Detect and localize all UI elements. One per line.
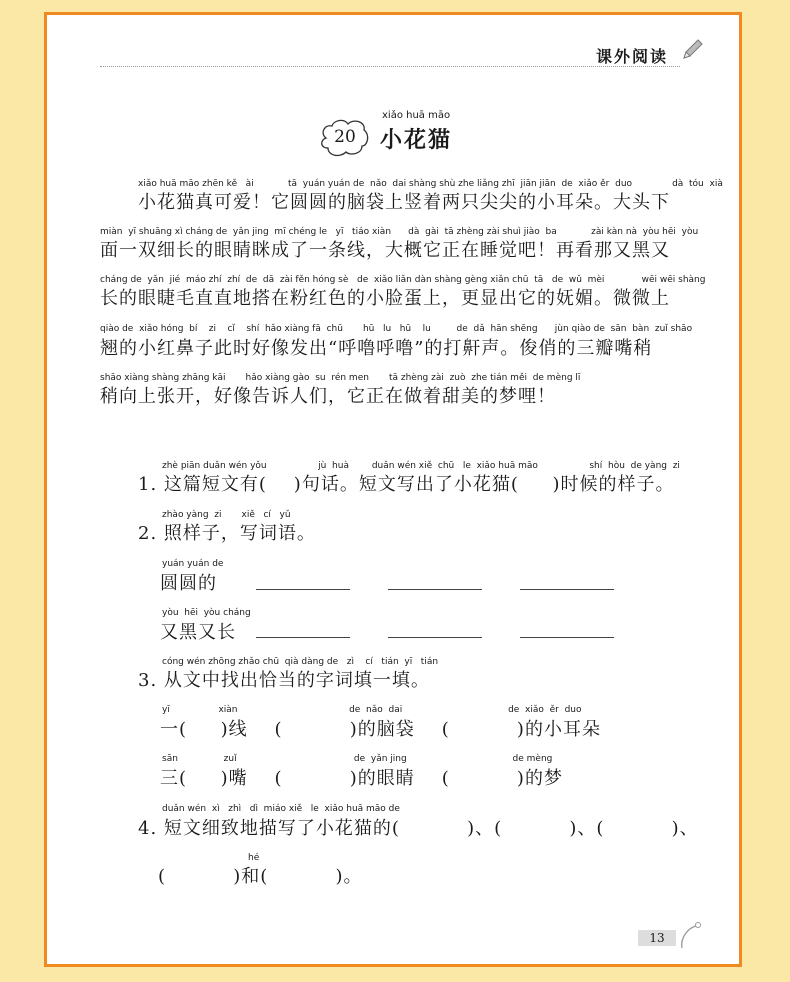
- header-divider: [100, 66, 680, 67]
- passage-line-2: 面一双细长的眼睛眯成了一条线，大概它正在睡觉吧！再看那又黑又: [100, 240, 670, 261]
- answer-blank[interactable]: [520, 588, 614, 590]
- header-title: 课外阅读: [596, 47, 669, 66]
- q4-pinyin: duǎn wén xì zhì dì miáo xiě le xiǎo huā māo de: [162, 804, 400, 814]
- page-number: 13: [638, 930, 676, 946]
- question-4: 4. 短文细致地描写了小花猫的( )、( )、( )、: [138, 818, 699, 839]
- passage-pinyin-5: shāo xiàng shàng zhāng kāi hǎo xiàng gào su rén men tā zhèng zài zuò zhe tián měi de mèng lī: [100, 373, 581, 383]
- q4-line-2: ( )和( )。: [158, 866, 363, 887]
- answer-blank[interactable]: [520, 636, 614, 638]
- title-pinyin: xiǎo huā māo: [382, 110, 451, 121]
- decorative-swirl-icon: [678, 920, 702, 950]
- question-3: 3. 从文中找出恰当的字词填一填。: [138, 670, 430, 691]
- passage-pinyin-1: xiǎo huā māo zhēn kě ài tā yuán yuán de nǎo dai shàng shù zhe liǎng zhī jiān jiān de xiǎo ěr duo dà tóu xià: [138, 179, 723, 189]
- q2-example-2: 又黑又长: [160, 622, 236, 643]
- q2-pinyin: zhào yàng zi xiě cí yǔ: [162, 510, 291, 520]
- q2-example-1-pinyin: yuán yuán de: [162, 559, 224, 569]
- q3-row-1-pinyin: yī xiàn de nǎo dai de xiǎo ěr duo: [162, 705, 582, 715]
- q3-row-2: 三( )嘴 ( )的眼睛 ( )的梦: [160, 768, 563, 789]
- q3-pinyin: cóng wén zhōng zhǎo chū qià dàng de zì cí tián yī tián: [162, 657, 439, 667]
- q3-row-2-pinyin: sān zuǐ de yǎn jing de mèng: [162, 754, 553, 764]
- passage-line-3: 长的眼睫毛直直地搭在粉红色的小脸蛋上，更显出它的妩媚。微微上: [100, 288, 670, 309]
- q2-example-1: 圆圆的: [160, 573, 217, 594]
- passage-line-1: 小花猫真可爱！它圆圆的脑袋上竖着两只尖尖的小耳朵。大头下: [138, 192, 670, 213]
- question-2: 2. 照样子，写词语。: [138, 523, 316, 544]
- question-1: 1. 这篇短文有( )句话。短文写出了小花猫( )时候的样子。: [138, 474, 675, 495]
- passage-line-5: 稍向上张开，好像告诉人们，它正在做着甜美的梦哩！: [100, 386, 556, 407]
- lesson-number: 20: [334, 127, 356, 147]
- q3-row-1: 一( )线 ( )的脑袋 ( )的小耳朵: [160, 719, 601, 740]
- q1-pinyin: zhè piān duǎn wén yǒu jù huà duǎn wén xiě chū le xiǎo huā māo shí hòu de yàng zi: [162, 461, 680, 471]
- passage-pinyin-3: cháng de yǎn jié máo zhí zhí de dā zài fěn hóng sè de xiǎo liǎn dàn shàng gèng xiǎn chū tā de wǔ mèi wēi wēi shàng: [100, 275, 706, 285]
- pencil-icon: [680, 38, 704, 62]
- passage-line-4: 翘的小红鼻子此时好像发出“呼噜呼噜”的打鼾声。俊俏的三瓣嘴稍: [100, 338, 653, 359]
- answer-blank[interactable]: [256, 588, 350, 590]
- q4-line-2-pinyin: hé: [248, 853, 260, 863]
- passage-pinyin-4: qiào de xiǎo hóng bí zi cǐ shí hǎo xiàng fā chū hū lu hū lu de dǎ hān shēng jùn qiào de sān bàn zuǐ shāo: [100, 324, 693, 334]
- answer-blank[interactable]: [388, 588, 482, 590]
- answer-blank[interactable]: [256, 636, 350, 638]
- q2-example-2-pinyin: yòu hēi yòu cháng: [162, 608, 251, 618]
- passage-pinyin-2: miàn yī shuāng xì cháng de yǎn jing mī chéng le yī tiáo xiàn dà gài tā zhèng zài shuì jiào ba zài kàn nà yòu hēi yòu: [100, 227, 699, 237]
- lesson-title: 小花猫: [380, 127, 453, 153]
- answer-blank[interactable]: [388, 636, 482, 638]
